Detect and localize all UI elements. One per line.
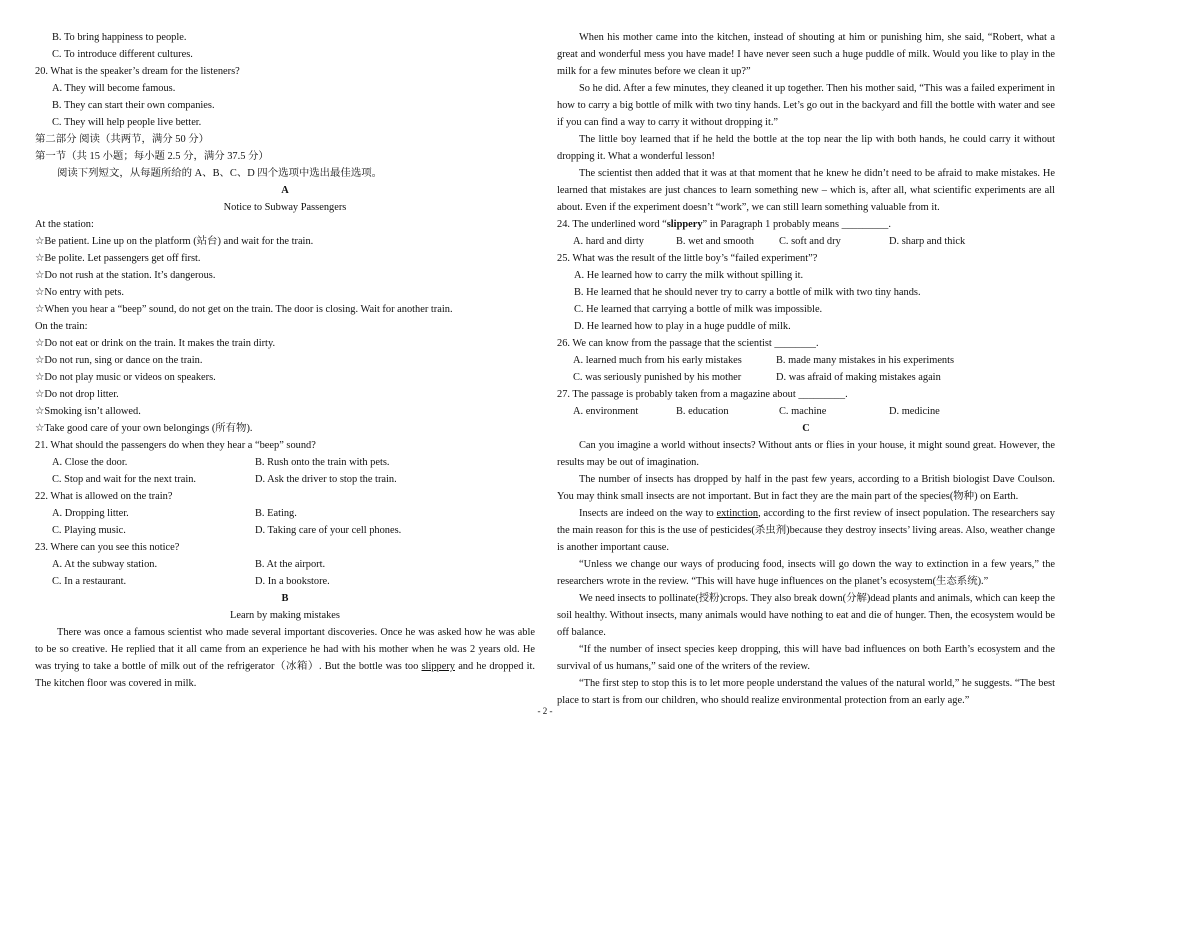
q26-options-row2	[557, 369, 1055, 386]
q22-options-row1	[35, 505, 535, 522]
passage-b-paragraph-3: So he did. After a few minutes, they cleaned it up together. Then his mother said, “This was a failed experiment in how to carry a big bottle of milk with two tiny hands. Let’s go out in the backyard and fill the bottle with water and see if you can find a way to carry it without dropping it.”	[557, 83, 1055, 128]
q25-option-b: B. He learned that he should never try to carry a bottle of milk with two tiny hands.	[574, 287, 921, 298]
q22-stem: 22. What is allowed on the train?	[35, 491, 173, 502]
passage-c-paragraph-3: Insects are indeed on the way to extinction, according to the first review of insect population. The researchers say the main reason for this is the use of pesticides(杀虫剂)because they destroy insects’ living areas. Also, weather change is another important cause.	[557, 508, 1055, 553]
underlined-word: extinction	[716, 508, 759, 519]
notice-item: ☆Do not eat or drink on the train. It makes the train dirty.	[35, 338, 276, 349]
at-station-heading: At the station:	[35, 219, 94, 230]
q24-option-b: B. wet and smooth	[676, 236, 754, 247]
q22-option-c: C. Playing music.	[52, 525, 126, 536]
passage-c-paragraph-1: Can you imagine a world without insects? Without ants or flies in your house, it might sound great. However, the results may be out of imagination.	[557, 440, 1055, 468]
passage-c-paragraph-6: “If the number of insect species keep dropping, this will have bad influences on both Earth’s ecosystem and the survival of us humans,” said one of the writers of the review.	[557, 644, 1055, 672]
q26-option-b: B. made many mistakes in his experiments	[776, 355, 955, 366]
notice-item: ☆Do not drop litter.	[35, 389, 119, 400]
q26-option-d: D. was afraid of making mistakes again	[776, 372, 941, 383]
q23-stem: 23. Where can you see this notice?	[35, 542, 180, 553]
left-column	[35, 29, 535, 692]
q21-options-row2	[35, 471, 535, 488]
q24-option-c: C. soft and dry	[779, 236, 841, 247]
notice-item: ☆Be patient. Line up on the platform (站台) and wait for the train.	[35, 236, 314, 247]
q25-option-d: D. He learned how to play in a huge puddle of milk.	[574, 321, 791, 332]
q21-options-row1	[35, 454, 535, 471]
q22-options-row2	[35, 522, 535, 539]
q26-stem: 26. We can know from the passage that the scientist ________.	[557, 338, 819, 349]
on-train-heading: On the train:	[35, 321, 88, 332]
notice-item: ☆Do not play music or videos on speakers.	[35, 372, 216, 383]
q27-option-b: B. education	[676, 406, 729, 417]
q25-option-c: C. He learned that carrying a bottle of milk was impossible.	[574, 304, 823, 315]
page-number: - 2 -	[537, 706, 553, 716]
notice-item: ☆When you hear a “beep” sound, do not get on the train. The door is closing. Wait for another train.	[35, 304, 453, 315]
q23-option-d: D. In a bookstore.	[255, 576, 330, 587]
q21-option-d: D. Ask the driver to stop the train.	[255, 474, 397, 485]
passage-c-letter: C	[802, 423, 810, 434]
notice-item: ☆No entry with pets.	[35, 287, 124, 298]
q24-option-d: D. sharp and thick	[889, 236, 966, 247]
passage-c-paragraph-5: We need insects to pollinate(授粉)crops. They also break down(分解)dead plants and animals, which can keep the soil healthy. Without insects, many animals would have nothing to eat and die of hunger. Then, the ecosystem would be off balance.	[557, 593, 1055, 638]
notice-item: ☆Be polite. Let passengers get off first.	[35, 253, 201, 264]
notice-item: ☆Take good care of your own belongings (所有物).	[35, 423, 253, 434]
notice-item: ☆Do not run, sing or dance on the train.	[35, 355, 203, 366]
q21-option-c: C. Stop and wait for the next train.	[52, 474, 196, 485]
q20-stem: 20. What is the speaker’s dream for the listeners?	[35, 66, 240, 77]
part2-heading: 第二部分 阅读（共两节，满分 50 分）	[35, 134, 210, 145]
underlined-word: slippery	[421, 661, 455, 672]
q20-option-a: A. They will become famous.	[52, 83, 176, 94]
q27-option-d: D. medicine	[889, 406, 940, 417]
q27-stem: 27. The passage is probably taken from a magazine about _________.	[557, 389, 848, 400]
passage-b-paragraph-4: The little boy learned that if he held the bottle at the top near the lip with both hands, he could carry it without dropping it. What a wonderful lesson!	[557, 134, 1055, 162]
right-column	[557, 29, 1055, 709]
q19-option-c: C. To introduce different cultures.	[52, 49, 193, 60]
q23-option-b: B. At the airport.	[255, 559, 326, 570]
passage-b-letter: B	[281, 593, 289, 604]
q20-option-c: C. They will help people live better.	[52, 117, 202, 128]
q23-option-a: A. At the subway station.	[52, 559, 158, 570]
passage-a-letter: A	[281, 185, 289, 196]
notice-item: ☆Smoking isn’t allowed.	[35, 406, 141, 417]
q27-option-c: C. machine	[779, 406, 827, 417]
q27-option-a: A. environment	[573, 406, 639, 417]
passage-a-title: Notice to Subway Passengers	[223, 202, 347, 213]
q22-option-d: D. Taking care of your cell phones.	[255, 525, 402, 536]
q24-option-a: A. hard and dirty	[573, 236, 644, 247]
q21-option-a: A. Close the door.	[52, 457, 128, 468]
q22-option-b: B. Eating.	[255, 508, 297, 519]
q23-option-c: C. In a restaurant.	[52, 576, 127, 587]
q23-options-row1	[35, 556, 535, 573]
q19-option-b: B. To bring happiness to people.	[52, 32, 187, 43]
q25-stem: 25. What was the result of the little boy’s “failed experiment”?	[557, 253, 818, 264]
passage-b-paragraph-1: There was once a famous scientist who made several important discoveries. Once he was asked how he was able to be so creative. He replied that it all came from an experience he had with his mother when he was 2 years old. He was trying to take a bottle of milk out of the refrigerator（冰箱）. But the bottle was too slippery and he dropped it. The kitchen floor was covered in milk.	[35, 627, 536, 689]
notice-item: ☆Do not rush at the station. It’s dangerous.	[35, 270, 216, 281]
reading-instruction: 阅读下列短文，从每题所给的 A、B、C、D 四个选项中选出最佳选项。	[57, 168, 382, 179]
passage-c-paragraph-2: The number of insects has dropped by half in the past few years, according to a British biologist Dave Coulson. You may think small insects are not important. But in fact they are the main part of the species(物种) on Earth.	[557, 474, 1055, 502]
passage-b-paragraph-5: The scientist then added that it was at that moment that he knew he didn’t need to be afraid to make mistakes. He learned that mistakes are just chances to learn something new – which is, after all, what scientific experiments are all about. Even if the experiment doesn’t “work”, we can still learn something valuable from it.	[557, 168, 1055, 213]
q24-options	[557, 233, 1055, 250]
passage-b-title: Learn by making mistakes	[230, 610, 340, 621]
passage-c-paragraph-7: “The first step to stop this is to let more people understand the values of the natural world,” he suggests. “The best place to start is from our children, who should realize environmental protection from an early age.”	[557, 678, 1055, 706]
section1-heading: 第一节（共 15 小题；每小题 2.5 分，满分 37.5 分）	[35, 151, 269, 162]
q24-stem: 24. The underlined word “slippery” in Paragraph 1 probably means _________.	[557, 219, 891, 230]
q21-option-b: B. Rush onto the train with pets.	[255, 457, 390, 468]
q25-option-a: A. He learned how to carry the milk without spilling it.	[574, 270, 804, 281]
passage-b-paragraph-2: When his mother came into the kitchen, instead of shouting at him or punishing him, she said, “Robert, what a great and wonderful mess you have made! I have never seen such a huge puddle of milk. Would you like to play in the milk for a few minutes before we clean it up?”	[557, 32, 1055, 77]
q24-keyword: slippery	[666, 219, 703, 230]
q27-options	[557, 403, 1055, 420]
q26-options-row1	[557, 352, 1055, 369]
q26-option-a: A. learned much from his early mistakes	[573, 355, 742, 366]
q22-option-a: A. Dropping litter.	[52, 508, 129, 519]
passage-c-paragraph-4: “Unless we change our ways of producing food, insects will go down the way to extinction in a few years,” the researchers wrote in the review. “This will have huge influences on the planet’s ecosystem(生态系统).”	[557, 559, 1055, 587]
q21-stem: 21. What should the passengers do when they hear a “beep” sound?	[35, 440, 316, 451]
q23-options-row2	[35, 573, 535, 590]
q26-option-c: C. was seriously punished by his mother	[573, 372, 742, 383]
q20-option-b: B. They can start their own companies.	[52, 100, 215, 111]
